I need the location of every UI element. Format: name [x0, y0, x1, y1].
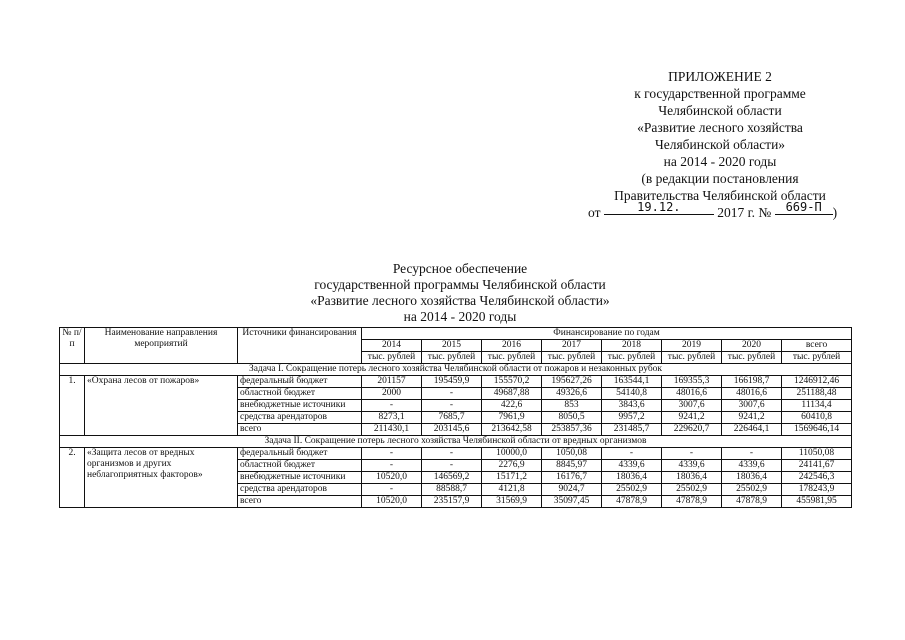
- from-prefix: от: [588, 205, 601, 220]
- value-cell: -: [602, 448, 662, 460]
- unit-header: тыс. рублей: [542, 352, 602, 364]
- unit-header: тыс. рублей: [422, 352, 482, 364]
- value-cell: 48016,6: [722, 388, 782, 400]
- document-title: [250, 261, 670, 325]
- value-cell: 195459,9: [422, 376, 482, 388]
- value-cell: 242546,3: [782, 472, 852, 484]
- task-title: Задача I. Сокращение потерь лесного хозяйства Челябинской области от пожаров и незаконных рубок: [60, 364, 852, 376]
- value-cell: 4339,6: [662, 460, 722, 472]
- table-row: [60, 376, 852, 388]
- value-cell: 231485,7: [602, 424, 662, 436]
- value-cell: 25502,9: [602, 484, 662, 496]
- value-cell: 15171,2: [482, 472, 542, 484]
- value-cell: 31569,9: [482, 496, 542, 508]
- value-cell: 3007,6: [722, 400, 782, 412]
- value-cell: 25502,9: [722, 484, 782, 496]
- value-cell: 24141,67: [782, 460, 852, 472]
- value-cell: 853: [542, 400, 602, 412]
- value-cell: 47878,9: [722, 496, 782, 508]
- value-cell: 16176,7: [542, 472, 602, 484]
- value-cell: 10000,0: [482, 448, 542, 460]
- value-cell: 163544,1: [602, 376, 662, 388]
- source-name: областной бюджет: [238, 388, 362, 400]
- table-row: [60, 448, 852, 460]
- value-cell: 3843,6: [602, 400, 662, 412]
- title-line: Ресурсное обеспечение: [392, 261, 528, 276]
- task-title: Задача II. Сокращение потерь лесного хозяйства Челябинской области от вредных организмов: [60, 436, 852, 448]
- value-cell: -: [362, 400, 422, 412]
- value-cell: 455981,95: [782, 496, 852, 508]
- value-cell: 49687,88: [482, 388, 542, 400]
- value-cell: 11050,08: [782, 448, 852, 460]
- resolution-number: 669-П: [775, 200, 833, 215]
- appendix-line: ПРИЛОЖЕНИЕ 2: [668, 69, 772, 84]
- year-header: всего: [782, 340, 852, 352]
- value-cell: 18036,4: [722, 472, 782, 484]
- unit-header: тыс. рублей: [662, 352, 722, 364]
- row-number: 1.: [60, 376, 85, 436]
- value-cell: 251188,48: [782, 388, 852, 400]
- value-cell: 3007,6: [662, 400, 722, 412]
- value-cell: 11134,4: [782, 400, 852, 412]
- value-cell: 1246912,46: [782, 376, 852, 388]
- year-header: 2014: [362, 340, 422, 352]
- value-cell: 35097,45: [542, 496, 602, 508]
- appendix-line: Челябинской области: [658, 103, 782, 118]
- value-cell: 49326,6: [542, 388, 602, 400]
- value-cell: 229620,7: [662, 424, 722, 436]
- value-cell: -: [422, 448, 482, 460]
- value-cell: 1050,08: [542, 448, 602, 460]
- value-cell: 9241,2: [722, 412, 782, 424]
- source-name: всего: [238, 424, 362, 436]
- value-cell: 7961,9: [482, 412, 542, 424]
- value-cell: 25502,9: [662, 484, 722, 496]
- task-row: [60, 364, 852, 376]
- value-cell: 48016,6: [662, 388, 722, 400]
- appendix-line: «Развитие лесного хозяйства: [637, 120, 803, 135]
- value-cell: 8050,5: [542, 412, 602, 424]
- value-cell: 422,6: [482, 400, 542, 412]
- value-cell: 18036,4: [602, 472, 662, 484]
- source-name: областной бюджет: [238, 460, 362, 472]
- source-name: внебюджетные источники: [238, 400, 362, 412]
- value-cell: -: [662, 448, 722, 460]
- unit-header: тыс. рублей: [722, 352, 782, 364]
- value-cell: 211430,1: [362, 424, 422, 436]
- value-cell: 226464,1: [722, 424, 782, 436]
- value-cell: 10520,0: [362, 496, 422, 508]
- value-cell: 9024,7: [542, 484, 602, 496]
- value-cell: 1569646,14: [782, 424, 852, 436]
- header-num: № п/п: [60, 328, 85, 364]
- header-direction: Наименование направления мероприятий: [85, 328, 238, 364]
- unit-header: тыс. рублей: [602, 352, 662, 364]
- value-cell: 54140,8: [602, 388, 662, 400]
- value-cell: -: [362, 484, 422, 496]
- resolution-year: 2017 г. №: [717, 205, 772, 220]
- value-cell: 146569,2: [422, 472, 482, 484]
- resolution-reference: [588, 200, 880, 223]
- value-cell: -: [722, 448, 782, 460]
- value-cell: -: [422, 400, 482, 412]
- value-cell: 2000: [362, 388, 422, 400]
- appendix-line: к государственной программе: [634, 86, 806, 101]
- value-cell: 10520,0: [362, 472, 422, 484]
- title-line: на 2014 - 2020 годы: [403, 309, 517, 324]
- header-source: Источники финансирования: [238, 328, 362, 364]
- appendix-line: Правительства Челябинской области: [614, 188, 826, 203]
- direction-name: «Защита лесов от вредных организмов и других неблагоприятных факторов»: [85, 448, 238, 508]
- appendix-line: Челябинской области»: [654, 137, 786, 152]
- task-row: [60, 436, 852, 448]
- value-cell: 8845,97: [542, 460, 602, 472]
- source-name: средства арендаторов: [238, 484, 362, 496]
- year-header: 2017: [542, 340, 602, 352]
- value-cell: 155570,2: [482, 376, 542, 388]
- value-cell: 166198,7: [722, 376, 782, 388]
- direction-name: «Охрана лесов от пожаров»: [85, 376, 238, 436]
- source-name: средства арендаторов: [238, 412, 362, 424]
- year-header: 2016: [482, 340, 542, 352]
- source-name: внебюджетные источники: [238, 472, 362, 484]
- value-cell: 18036,4: [662, 472, 722, 484]
- value-cell: 47878,9: [662, 496, 722, 508]
- value-cell: 47878,9: [602, 496, 662, 508]
- value-cell: 88588,7: [422, 484, 482, 496]
- title-line: государственной программы Челябинской области: [314, 277, 606, 292]
- year-header: 2020: [722, 340, 782, 352]
- value-cell: -: [422, 388, 482, 400]
- close-paren: ): [832, 205, 838, 220]
- header-financing: Финансирование по годам: [362, 328, 852, 340]
- value-cell: 195627,26: [542, 376, 602, 388]
- value-cell: 8273,1: [362, 412, 422, 424]
- value-cell: -: [362, 460, 422, 472]
- value-cell: 4121,8: [482, 484, 542, 496]
- value-cell: -: [362, 448, 422, 460]
- appendix-line: на 2014 - 2020 годы: [663, 154, 777, 169]
- value-cell: 9241,2: [662, 412, 722, 424]
- value-cell: 178243,9: [782, 484, 852, 496]
- title-line: «Развитие лесного хозяйства Челябинской области»: [310, 293, 610, 308]
- appendix-block: [560, 68, 880, 223]
- value-cell: 7685,7: [422, 412, 482, 424]
- year-header: 2019: [662, 340, 722, 352]
- source-name: федеральный бюджет: [238, 448, 362, 460]
- value-cell: 253857,36: [542, 424, 602, 436]
- unit-header: тыс. рублей: [482, 352, 542, 364]
- source-name: федеральный бюджет: [238, 376, 362, 388]
- year-header: 2018: [602, 340, 662, 352]
- value-cell: 60410,8: [782, 412, 852, 424]
- value-cell: 4339,6: [722, 460, 782, 472]
- value-cell: 2276,9: [482, 460, 542, 472]
- source-name: всего: [238, 496, 362, 508]
- financing-table: [59, 327, 852, 508]
- value-cell: 4339,6: [602, 460, 662, 472]
- appendix-line: (в редакции постановления: [641, 171, 799, 186]
- row-number: 2.: [60, 448, 85, 508]
- year-header: 2015: [422, 340, 482, 352]
- value-cell: 235157,9: [422, 496, 482, 508]
- resolution-date: 19.12.: [604, 200, 714, 215]
- value-cell: -: [422, 460, 482, 472]
- value-cell: 9957,2: [602, 412, 662, 424]
- unit-header: тыс. рублей: [782, 352, 852, 364]
- value-cell: 169355,3: [662, 376, 722, 388]
- unit-header: тыс. рублей: [362, 352, 422, 364]
- value-cell: 203145,6: [422, 424, 482, 436]
- value-cell: 201157: [362, 376, 422, 388]
- value-cell: 213642,58: [482, 424, 542, 436]
